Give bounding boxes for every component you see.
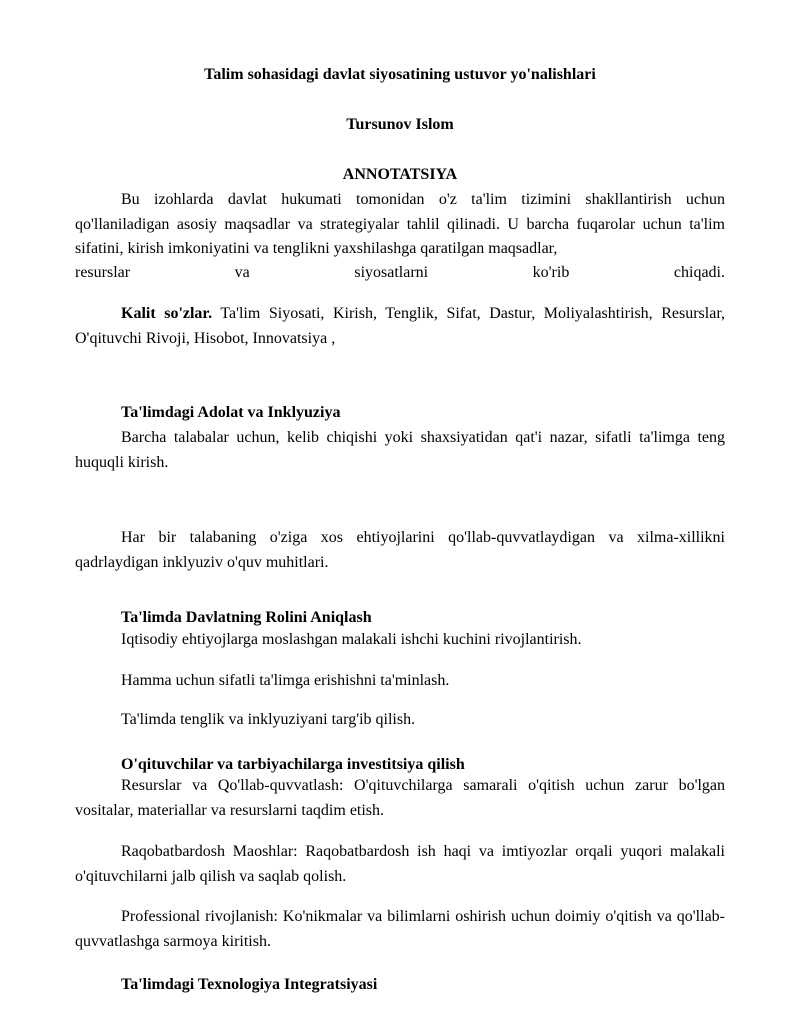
- paragraph: Hamma uchun sifatli ta'limga erishishni ta'minlash.: [121, 672, 450, 689]
- paragraph: Professional rivojlanish: Ko'nikmalar va bilimlarni oshirish uchun doimiy o'qitish va qo'llab-quvvatlashga sarmoya kiritish.: [75, 908, 725, 950]
- annotation-heading: ANNOTATSIYA: [342, 166, 458, 183]
- annotation-last-line: resurslar va siyosatlarni ko'rib chiqadi.: [75, 264, 725, 281]
- paragraph: Raqobatbardosh Maoshlar: Raqobatbardosh ish haqi va imtiyozlar orqali yuqori malakali o'qituvchilarni jalb qilish va saqlab qolish.: [75, 843, 725, 885]
- keywords-paragraph: [75, 302, 725, 351]
- section-heading: Ta'limdagi Adolat va Inklyuziya: [121, 404, 341, 421]
- section-heading: O'qituvchilar va tarbiyachilarga investitsiya qilish: [121, 756, 465, 773]
- document-title: Talim sohasidagi davlat siyosatining ustuvor yo'nalishlari: [204, 66, 596, 83]
- paragraph: Har bir talabaning o'ziga xos ehtiyojlarini qo'llab-quvvatlaydigan va xilma-xillikni qadrlaydigan inklyuziv o'quv muhitlari.: [75, 529, 725, 571]
- section-heading: Ta'limdagi Texnologiya Integratsiyasi: [121, 976, 378, 993]
- author-name: Tursunov Islom: [346, 116, 454, 133]
- paragraph: Iqtisodiy ehtiyojlarga moslashgan malakali ishchi kuchini rivojlantirish.: [121, 631, 582, 648]
- keywords-label: Kalit so'zlar.: [121, 305, 213, 322]
- paragraph: Barcha talabalar uchun, kelib chiqishi yoki shaxsiyatidan qat'i nazar, sifatli ta'limga teng huquqli kirish.: [75, 429, 725, 471]
- section-heading: Ta'limda Davlatning Rolini Aniqlash: [121, 609, 372, 626]
- annotation-paragraph: [75, 188, 725, 262]
- paragraph: Ta'limda tenglik va inklyuziyani targ'ib qilish.: [121, 711, 416, 728]
- paragraph: Resurslar va Qo'llab-quvvatlash: O'qituvchilarga samarali o'qitish uchun zarur bo'lgan vositalar, materiallar va resurslarni taqdim etish.: [75, 777, 725, 819]
- keywords-text: Ta'lim Siyosati, Kirish, Tenglik, Sifat, Dastur, Moliyalashtirish, Resurslar, O'qituvchi Rivoji, Hisobot, Innovatsiya ,: [75, 305, 726, 347]
- annotation-text: Bu izohlarda davlat hukumati tomonidan o'z ta'lim tizimini shakllantirish uchun qo'llaniladigan asosiy maqsadlar va strategiyalar tahlil qilinadi. U barcha fuqarolar uchun ta'lim sifatini, kirish imkoniyatini va tenglikni yaxshilashga qaratilgan maqsadlar,: [75, 191, 725, 257]
